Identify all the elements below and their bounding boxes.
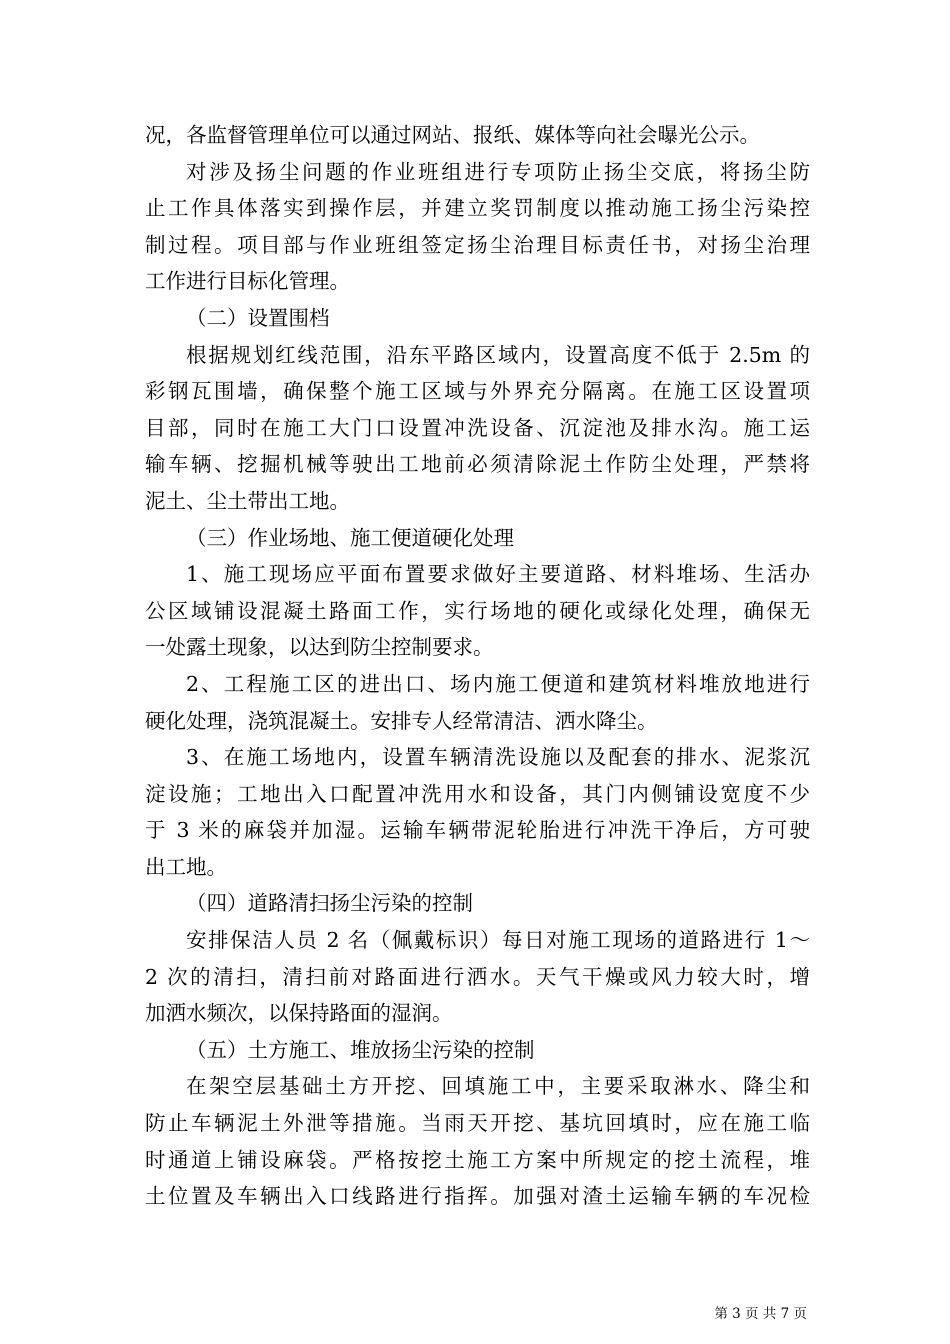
text-line: 3、在施工场地内，设置车辆清洗设施以及配套的排水、泥浆沉 — [186, 745, 810, 770]
section-heading: （三）作业场地、施工便道硬化处理 — [186, 525, 514, 550]
text-line: 止工作具体落实到操作层，并建立奖罚制度以推动施工扬尘污染控 — [145, 196, 810, 221]
text-line: 根据规划红线范围，沿东平路区域内，设置高度不低于 2.5m 的 — [186, 342, 810, 367]
text-line: 目部，同时在施工大门口设置冲洗设备、沉淀池及排水沟。施工运 — [145, 415, 810, 440]
text-line: 淀设施；工地出入口配置冲洗用水和设备，其门内侧铺设宽度不少 — [145, 781, 810, 806]
text-line: 2、工程施工区的进出口、场内施工便道和建筑材料堆放地进行 — [186, 671, 810, 696]
text-line: 一处露土现象，以达到防尘控制要求。 — [145, 635, 494, 660]
page-number-footer: 第 3 页 共 7 页 — [714, 1306, 807, 1322]
document-body — [145, 117, 810, 1215]
section-heading: （五）土方施工、堆放扬尘污染的控制 — [186, 1037, 535, 1062]
text-line: 彩钢瓦围墙，确保整个施工区域与外界充分隔离。在施工区设置项 — [145, 379, 810, 404]
text-line: 于 3 米的麻袋并加湿。运输车辆带泥轮胎进行冲洗干净后，方可驶 — [145, 818, 810, 843]
text-line: 出工地。 — [145, 854, 227, 879]
text-line: 在架空层基础土方开挖、回填施工中，主要采取淋水、降尘和 — [186, 1074, 810, 1099]
text-line: 1、施工现场应平面布置要求做好主要道路、材料堆场、生活办 — [186, 562, 810, 587]
text-line: 输车辆、挖掘机械等驶出工地前必须清除泥土作防尘处理，严禁将 — [145, 452, 810, 477]
text-line: 泥土、尘土带出工地。 — [145, 488, 350, 513]
text-line: 防止车辆泥土外泄等措施。当雨天开挖、基坑回填时，应在施工临 — [145, 1111, 810, 1136]
text-line: 安排保洁人员 2 名（佩戴标识）每日对施工现场的道路进行 1～ — [186, 928, 810, 953]
text-line: 土位置及车辆出入口线路进行指挥。加强对渣土运输车辆的车况检 — [145, 1184, 810, 1209]
text-line: 况，各监督管理单位可以通过网站、报纸、媒体等向社会曝光公示。 — [145, 123, 760, 147]
text-line: 制过程。项目部与作业班组签定扬尘治理目标责任书，对扬尘治理 — [145, 232, 810, 257]
text-line: 加洒水频次，以保持路面的湿润。 — [145, 1001, 453, 1026]
section-heading: （四）道路清扫扬尘污染的控制 — [186, 891, 473, 916]
text-line: 工作进行目标化管理。 — [145, 269, 350, 294]
text-line: 2 次的清扫，清扫前对路面进行洒水。天气干燥或风力较大时，增 — [145, 964, 810, 989]
section-heading: （二）设置围档 — [186, 305, 330, 330]
text-line: 对涉及扬尘问题的作业班组进行专项防止扬尘交底，将扬尘防 — [186, 159, 810, 184]
text-line: 公区域铺设混凝土路面工作，实行场地的硬化或绿化处理，确保无 — [145, 598, 810, 623]
text-line: 时通道上铺设麻袋。严格按挖土施工方案中所规定的挖土流程，堆 — [145, 1147, 810, 1172]
text-line: 硬化处理，浇筑混凝土。安排专人经常清洁、洒水降尘。 — [145, 708, 658, 733]
